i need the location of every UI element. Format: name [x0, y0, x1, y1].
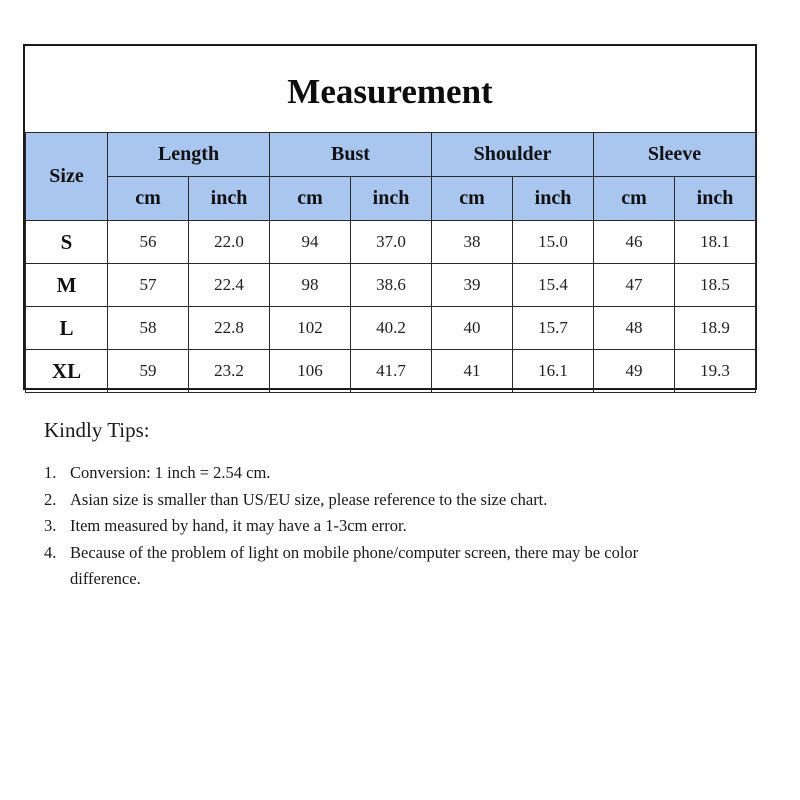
tips-title: Kindly Tips: — [44, 418, 150, 442]
table-cell: 56 — [108, 221, 189, 264]
table-row — [26, 264, 756, 307]
table-cell: 18.9 — [675, 307, 756, 350]
size-cell: L — [26, 307, 108, 350]
header-row-units — [26, 177, 756, 221]
group-header-length: Length — [108, 133, 270, 177]
table-cell: 46 — [594, 221, 675, 264]
unit-header: cm — [594, 177, 675, 221]
tip-number: 1. — [44, 463, 57, 482]
table-cell: 18.5 — [675, 264, 756, 307]
tip-text: Because of the problem of light on mobile phone/computer screen, there may be color difference. — [70, 542, 639, 588]
table-cell: 23.2 — [189, 350, 270, 393]
size-table — [25, 132, 756, 393]
table-cell: 41.7 — [351, 350, 432, 393]
table-cell: 57 — [108, 264, 189, 307]
size-cell: XL — [26, 350, 108, 393]
table-cell: 15.0 — [513, 221, 594, 264]
tip-number: 2. — [44, 489, 57, 509]
tip-number: 3. — [44, 516, 57, 535]
table-cell: 59 — [108, 350, 189, 393]
tip-item — [44, 460, 710, 487]
group-header-shoulder: Shoulder — [432, 133, 594, 177]
size-column-header: Size — [26, 133, 108, 221]
table-cell: 48 — [594, 307, 675, 350]
table-cell: 102 — [270, 307, 351, 350]
size-cell: S — [26, 221, 108, 264]
table-cell: 38.6 — [351, 264, 432, 307]
table-row — [26, 307, 756, 350]
table-cell: 40 — [432, 307, 513, 350]
tip-text: Asian size is smaller than US/EU size, please reference to the size chart. — [70, 489, 548, 509]
table-cell: 15.7 — [513, 307, 594, 350]
tip-text: Item measured by hand, it may have a 1-3cm error. — [70, 516, 407, 535]
size-chart — [23, 44, 757, 390]
unit-header: cm — [270, 177, 351, 221]
tip-item — [44, 540, 710, 593]
tip-item — [44, 487, 710, 514]
table-cell: 49 — [594, 350, 675, 393]
unit-header: inch — [675, 177, 756, 221]
tip-number: 4. — [44, 542, 57, 562]
table-cell: 19.3 — [675, 350, 756, 393]
header-row-groups — [26, 133, 756, 177]
size-cell: M — [26, 264, 108, 307]
chart-title: Measurement — [287, 72, 493, 111]
table-row — [26, 221, 756, 264]
table-cell: 16.1 — [513, 350, 594, 393]
table-cell: 22.8 — [189, 307, 270, 350]
table-cell: 40.2 — [351, 307, 432, 350]
table-cell: 94 — [270, 221, 351, 264]
unit-header: inch — [513, 177, 594, 221]
tips-section — [44, 417, 764, 593]
table-cell: 18.1 — [675, 221, 756, 264]
tip-item — [44, 513, 710, 540]
table-row — [26, 350, 756, 393]
group-header-sleeve: Sleeve — [594, 133, 756, 177]
table-cell: 106 — [270, 350, 351, 393]
table-cell: 39 — [432, 264, 513, 307]
tips-list — [44, 460, 764, 593]
table-cell: 58 — [108, 307, 189, 350]
table-cell: 15.4 — [513, 264, 594, 307]
table-cell: 22.4 — [189, 264, 270, 307]
unit-header: cm — [108, 177, 189, 221]
table-cell: 98 — [270, 264, 351, 307]
group-header-bust: Bust — [270, 133, 432, 177]
unit-header: inch — [351, 177, 432, 221]
table-cell: 37.0 — [351, 221, 432, 264]
table-cell: 38 — [432, 221, 513, 264]
unit-header: inch — [189, 177, 270, 221]
table-cell: 47 — [594, 264, 675, 307]
unit-header: cm — [432, 177, 513, 221]
tip-text: Conversion: 1 inch = 2.54 cm. — [70, 463, 271, 482]
table-cell: 22.0 — [189, 221, 270, 264]
table-cell: 41 — [432, 350, 513, 393]
